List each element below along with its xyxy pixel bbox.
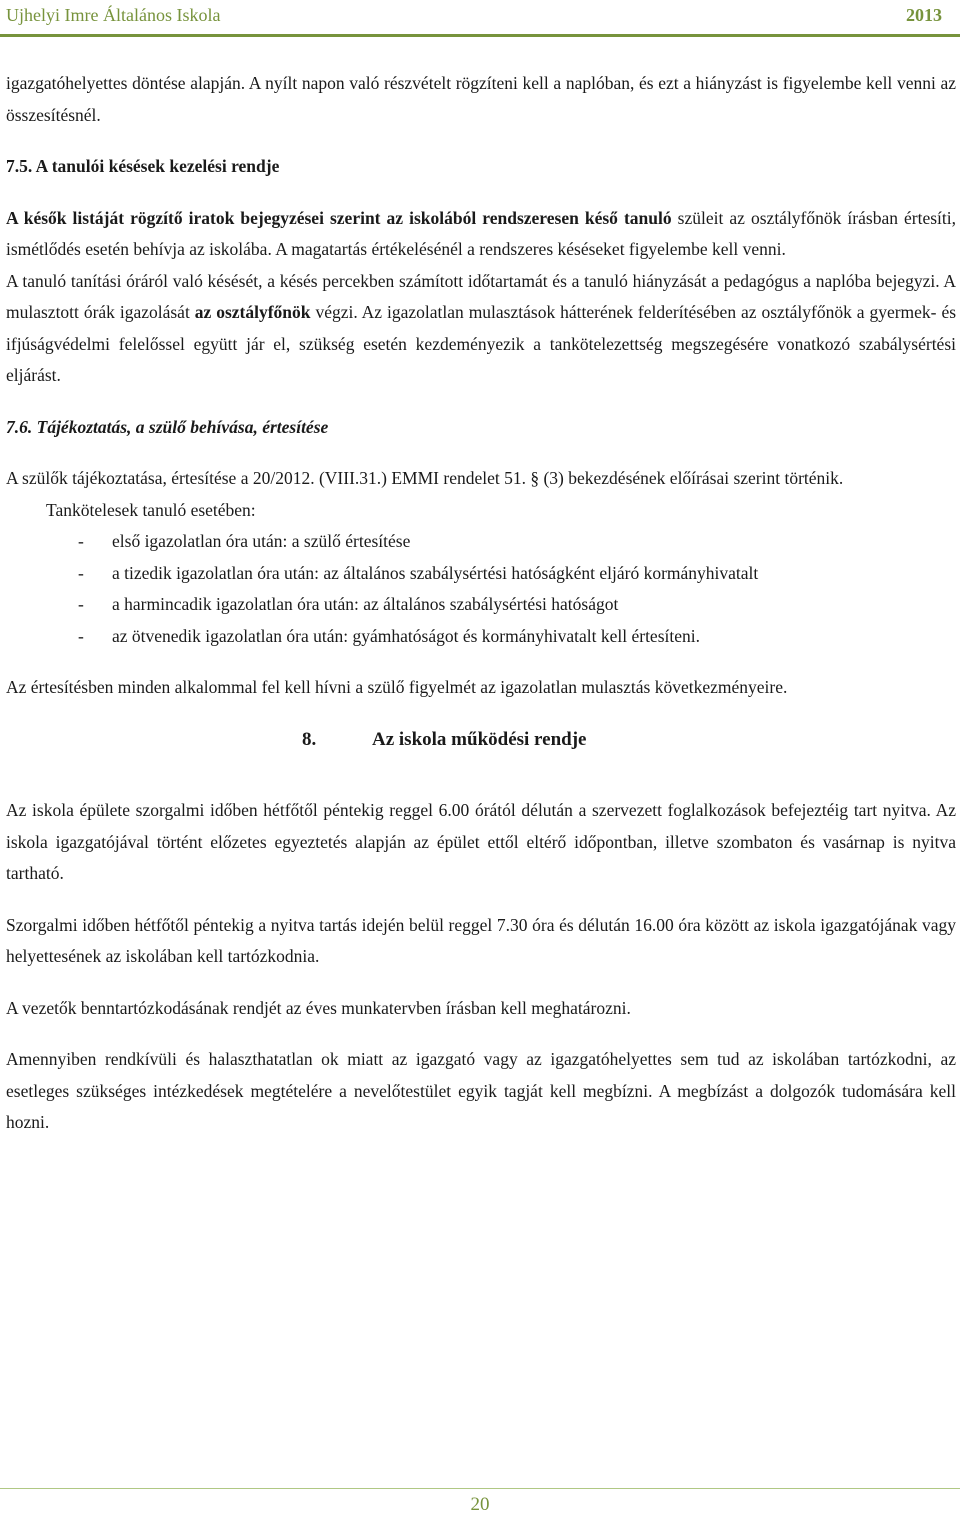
list-item-text: az ötvenedik igazolatlan óra után: gyámhatóságot és kormányhivatalt kell értesíteni. (112, 625, 700, 646)
paragraph-7-5-2-bold: az osztályfőnök (194, 302, 311, 322)
header-school-name: Ujhelyi Imre Általános Iskola (6, 5, 221, 25)
page-number: 20 (470, 1494, 490, 1515)
page-footer (0, 1488, 960, 1520)
paragraph-7-5-2-a: A tanuló tanítási óráról való késését, a késés percekben számított időtartamát és a tanuló hiányzását a pedagógus a naplóba bejegyzi. A mulasztott órák igazolását (6, 270, 956, 322)
notification-list (6, 526, 956, 652)
paragraph-7-5-1-rest: szüleit az osztályfőnök írásban értesíti, ismétlődés esetén behívja az iskolába. A magatartás értékelésénél a rendszeres késéseket figyelembe kell venni. (6, 207, 956, 259)
section-8-heading (6, 724, 956, 756)
paragraph-8-2: Szorgalmi időben hétfőtől péntekig a nyitva tartás idején belül reggel 7.30 óra és délután 16.00 óra között az iskola igazgatójának vagy helyettesének az iskolában kell tartózkodnia. (6, 914, 956, 966)
list-item (6, 589, 956, 621)
list-item (6, 621, 956, 653)
section-7-6-heading: 7.6. Tájékoztatás, a szülő behívása, értesítése (6, 416, 329, 437)
paragraph-7-6-1: A szülők tájékoztatása, értesítése a 20/2012. (VIII.31.) EMMI rendelet 51. § (3) bekezdésének előírásai szerint történik. (6, 468, 844, 488)
paragraph-intro: igazgatóhelyettes döntése alapján. A nyílt napon való részvételt rögzíteni kell a naplóban, és ezt a hiányzást is figyelembe kell venni az összesítésnél. (6, 73, 956, 125)
paragraph-8-1: Az iskola épülete szorgalmi időben hétfőtől péntekig reggel 6.00 órától délután a szervezett foglalkozások befejeztéig tart nyitva. Az iskola igazgatójával történt előzetes egyeztetés alapján az épület ettől eltérő időpontban, illetve szombaton és vasárnap is nyitva tartható. (6, 800, 956, 883)
header-year: 2013 (906, 5, 942, 25)
page-header (0, 0, 960, 34)
list-item-text: első igazolatlan óra után: a szülő értesítése (112, 531, 411, 551)
section-8-title: Az iskola működési rendje (372, 728, 587, 750)
paragraph-8-4: Amennyiben rendkívüli és halaszthatatlan ok miatt az igazgató vagy az igazgatóhelyettes sem tud az iskolában tartózkodni, az esetleges szükséges intézkedések megtételére a nevelőtestület egyik tagját kell megbízni. A megbízást a dolgozók tudomására kell hozni. (6, 1049, 956, 1132)
paragraph-8-3: A vezetők benntartózkodásának rendjét az éves munkatervben írásban kell meghatározni. (6, 997, 631, 1018)
paragraph-7-5-2 (6, 266, 956, 392)
document-body (6, 68, 956, 1139)
list-dash: - (78, 594, 84, 614)
paragraph-7-5-1-bold: A késők listáját rögzítő iratok bejegyzései szerint az iskolából rendszeresen késő tanuló (6, 207, 672, 228)
paragraph-7-6-3: Az értesítésben minden alkalommal fel kell hívni a szülő figyelmét az igazolatlan mulasztás következményeire. (6, 677, 788, 697)
header-rule (0, 34, 960, 37)
paragraph-7-6-2: Tankötelesek tanuló esetében: (46, 499, 256, 520)
list-dash: - (78, 625, 84, 646)
list-item-text: a harmincadik igazolatlan óra után: az általános szabálysértési hatóságot (112, 594, 619, 614)
paragraph-7-5-1 (6, 203, 956, 266)
list-dash: - (78, 531, 84, 551)
section-8-number: 8. (302, 728, 317, 750)
list-dash: - (78, 562, 84, 583)
list-item-text: a tizedik igazolatlan óra után: az általános szabálysértési hatóságként eljáró kormányhivatalt (112, 562, 759, 583)
footer-rule (0, 1488, 960, 1489)
paragraph-7-5-2-b: végzi. Az igazolatlan mulasztások hátterének felderítésében az osztályfőnök a gyermek- és ifjúságvédelmi felelőssel együtt jár el, szükség esetén kezdeményezik a tankötelezettség megszegésére vonatkozó szabálysértési eljárást. (6, 302, 957, 385)
list-item (6, 558, 956, 590)
section-7-5-heading: 7.5. A tanulói késések kezelési rendje (6, 156, 280, 176)
list-item (6, 526, 956, 558)
